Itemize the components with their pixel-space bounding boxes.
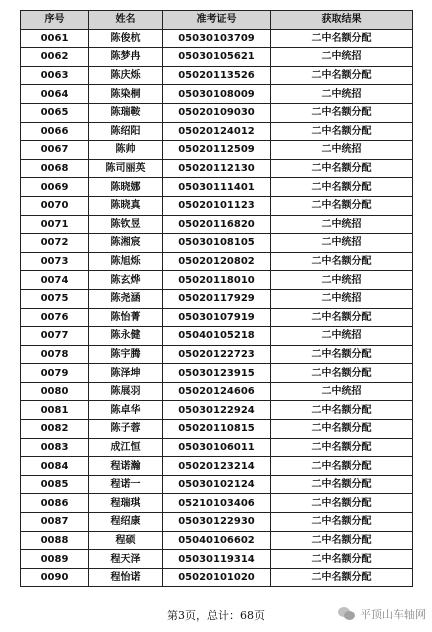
- table-row: [21, 159, 413, 178]
- cell-seq: 0068: [21, 159, 89, 178]
- cell-seq: 0090: [21, 568, 89, 587]
- table-row: [21, 531, 413, 550]
- cell-result: 二中名额分配: [271, 103, 413, 122]
- cell-name: 程天泽: [89, 550, 163, 569]
- cell-name: 陈庆烁: [89, 66, 163, 85]
- table-row: [21, 196, 413, 215]
- cell-result: 二中名额分配: [271, 345, 413, 364]
- cell-exam-number: 05020110815: [163, 420, 271, 439]
- table-row: [21, 48, 413, 67]
- cell-result: 二中统招: [271, 141, 413, 160]
- cell-seq: 0085: [21, 475, 89, 494]
- cell-exam-number: 05030122924: [163, 401, 271, 420]
- cell-exam-number: 05030108105: [163, 234, 271, 253]
- table-row: [21, 568, 413, 587]
- cell-seq: 0088: [21, 531, 89, 550]
- cell-seq: 0086: [21, 494, 89, 513]
- cell-seq: 0074: [21, 271, 89, 290]
- cell-result: 二中名额分配: [271, 457, 413, 476]
- cell-exam-number: 05020117929: [163, 289, 271, 308]
- cell-result: 二中名额分配: [271, 196, 413, 215]
- cell-name: 陈子蓉: [89, 420, 163, 439]
- cell-result: 二中名额分配: [271, 420, 413, 439]
- table-row: [21, 513, 413, 532]
- cell-result: 二中名额分配: [271, 438, 413, 457]
- cell-name: 程怡诺: [89, 568, 163, 587]
- roster-sheet: [20, 10, 412, 587]
- table-row: [21, 457, 413, 476]
- cell-name: 陈泽坤: [89, 364, 163, 383]
- cell-name: 陈染桐: [89, 85, 163, 104]
- cell-exam-number: 05020101123: [163, 196, 271, 215]
- cell-name: 陈宇腾: [89, 345, 163, 364]
- table-row: [21, 289, 413, 308]
- cell-seq: 0079: [21, 364, 89, 383]
- table-row: [21, 271, 413, 290]
- cell-result: 二中名额分配: [271, 494, 413, 513]
- cell-seq: 0061: [21, 29, 89, 48]
- cell-result: 二中名额分配: [271, 550, 413, 569]
- table-row: [21, 438, 413, 457]
- cell-result: 二中统招: [271, 382, 413, 401]
- cell-name: 陈展羽: [89, 382, 163, 401]
- table-row: [21, 178, 413, 197]
- cell-name: 陈永健: [89, 327, 163, 346]
- cell-name: 程硕: [89, 531, 163, 550]
- cell-result: 二中名额分配: [271, 29, 413, 48]
- cell-name: 程诺一: [89, 475, 163, 494]
- cell-result: 二中名额分配: [271, 531, 413, 550]
- cell-seq: 0062: [21, 48, 89, 67]
- header-result: 获取结果: [271, 11, 413, 30]
- table-row: [21, 29, 413, 48]
- table-row: [21, 401, 413, 420]
- cell-result: 二中名额分配: [271, 364, 413, 383]
- cell-result: 二中统招: [271, 327, 413, 346]
- cell-result: 二中统招: [271, 234, 413, 253]
- cell-name: 陈湘宸: [89, 234, 163, 253]
- cell-name: 程瑞琪: [89, 494, 163, 513]
- cell-name: 陈梦冉: [89, 48, 163, 67]
- cell-exam-number: 05020120802: [163, 252, 271, 271]
- cell-seq: 0063: [21, 66, 89, 85]
- cell-name: 成江恒: [89, 438, 163, 457]
- cell-result: 二中名额分配: [271, 178, 413, 197]
- table-row: [21, 141, 413, 160]
- cell-exam-number: 05030105621: [163, 48, 271, 67]
- table-row: [21, 345, 413, 364]
- cell-exam-number: 05020101020: [163, 568, 271, 587]
- cell-exam-number: 05030106011: [163, 438, 271, 457]
- cell-exam-number: 05040105218: [163, 327, 271, 346]
- cell-exam-number: 05020122723: [163, 345, 271, 364]
- cell-name: 陈帅: [89, 141, 163, 160]
- cell-name: 陈旭烁: [89, 252, 163, 271]
- cell-exam-number: 05030107919: [163, 308, 271, 327]
- cell-result: 二中名额分配: [271, 252, 413, 271]
- cell-seq: 0075: [21, 289, 89, 308]
- cell-result: 二中统招: [271, 48, 413, 67]
- cell-result: 二中统招: [271, 215, 413, 234]
- cell-seq: 0077: [21, 327, 89, 346]
- table-row: [21, 103, 413, 122]
- cell-name: 陈怡菁: [89, 308, 163, 327]
- cell-seq: 0087: [21, 513, 89, 532]
- cell-name: 陈司丽英: [89, 159, 163, 178]
- cell-exam-number: 05030122930: [163, 513, 271, 532]
- cell-exam-number: 05020112509: [163, 141, 271, 160]
- cell-seq: 0078: [21, 345, 89, 364]
- table-row: [21, 475, 413, 494]
- cell-seq: 0065: [21, 103, 89, 122]
- cell-result: 二中名额分配: [271, 66, 413, 85]
- cell-exam-number: 05020124012: [163, 122, 271, 141]
- header-exam-number: 准考证号: [163, 11, 271, 30]
- wechat-icon: [338, 606, 356, 622]
- table-body: [21, 29, 413, 587]
- cell-name: 陈卓华: [89, 401, 163, 420]
- cell-name: 陈绍阳: [89, 122, 163, 141]
- cell-exam-number: 05030103709: [163, 29, 271, 48]
- cell-seq: 0081: [21, 401, 89, 420]
- table-row: [21, 364, 413, 383]
- header-name: 姓名: [89, 11, 163, 30]
- table-row: [21, 382, 413, 401]
- cell-result: 二中名额分配: [271, 401, 413, 420]
- cell-name: 陈晓真: [89, 196, 163, 215]
- cell-name: 程诺瀚: [89, 457, 163, 476]
- table-row: [21, 420, 413, 439]
- cell-name: 程绍康: [89, 513, 163, 532]
- admission-table: [20, 10, 413, 587]
- cell-result: 二中名额分配: [271, 568, 413, 587]
- cell-exam-number: 05020112130: [163, 159, 271, 178]
- page-info: 第3页，总计：68页: [167, 609, 265, 622]
- cell-exam-number: 05020123214: [163, 457, 271, 476]
- table-row: [21, 122, 413, 141]
- table-row: [21, 327, 413, 346]
- cell-exam-number: 05030102124: [163, 475, 271, 494]
- table-row: [21, 252, 413, 271]
- cell-exam-number: 05030119314: [163, 550, 271, 569]
- table-row: [21, 66, 413, 85]
- table-header-row: [21, 11, 413, 30]
- cell-seq: 0076: [21, 308, 89, 327]
- cell-result: 二中名额分配: [271, 475, 413, 494]
- cell-seq: 0069: [21, 178, 89, 197]
- cell-seq: 0083: [21, 438, 89, 457]
- cell-result: 二中名额分配: [271, 513, 413, 532]
- cell-seq: 0071: [21, 215, 89, 234]
- table-row: [21, 234, 413, 253]
- cell-result: 二中统招: [271, 271, 413, 290]
- cell-seq: 0089: [21, 550, 89, 569]
- cell-exam-number: 05020113526: [163, 66, 271, 85]
- cell-name: 陈俊杭: [89, 29, 163, 48]
- table-row: [21, 494, 413, 513]
- cell-result: 二中名额分配: [271, 159, 413, 178]
- page-footer: [0, 604, 432, 628]
- cell-seq: 0072: [21, 234, 89, 253]
- table-row: [21, 550, 413, 569]
- cell-result: 二中统招: [271, 289, 413, 308]
- cell-exam-number: 05030111401: [163, 178, 271, 197]
- cell-exam-number: 05020109030: [163, 103, 271, 122]
- table-row: [21, 215, 413, 234]
- watermark-text: 平顶山车轴网: [360, 608, 426, 621]
- cell-seq: 0084: [21, 457, 89, 476]
- cell-seq: 0067: [21, 141, 89, 160]
- cell-exam-number: 05030123915: [163, 364, 271, 383]
- cell-result: 二中名额分配: [271, 122, 413, 141]
- cell-name: 陈玄烨: [89, 271, 163, 290]
- cell-exam-number: 05040106602: [163, 531, 271, 550]
- cell-name: 陈瑞鞍: [89, 103, 163, 122]
- cell-exam-number: 05020124606: [163, 382, 271, 401]
- cell-seq: 0066: [21, 122, 89, 141]
- cell-exam-number: 05210103406: [163, 494, 271, 513]
- cell-seq: 0064: [21, 85, 89, 104]
- header-seq: 序号: [21, 11, 89, 30]
- cell-name: 陈尧涵: [89, 289, 163, 308]
- cell-result: 二中统招: [271, 85, 413, 104]
- cell-seq: 0082: [21, 420, 89, 439]
- cell-seq: 0080: [21, 382, 89, 401]
- cell-exam-number: 05030108009: [163, 85, 271, 104]
- table-row: [21, 85, 413, 104]
- cell-name: 陈钦昱: [89, 215, 163, 234]
- cell-seq: 0070: [21, 196, 89, 215]
- cell-exam-number: 05020116820: [163, 215, 271, 234]
- table-row: [21, 308, 413, 327]
- cell-seq: 0073: [21, 252, 89, 271]
- cell-result: 二中名额分配: [271, 308, 413, 327]
- cell-exam-number: 05020118010: [163, 271, 271, 290]
- cell-name: 陈晓娜: [89, 178, 163, 197]
- watermark: [338, 606, 426, 622]
